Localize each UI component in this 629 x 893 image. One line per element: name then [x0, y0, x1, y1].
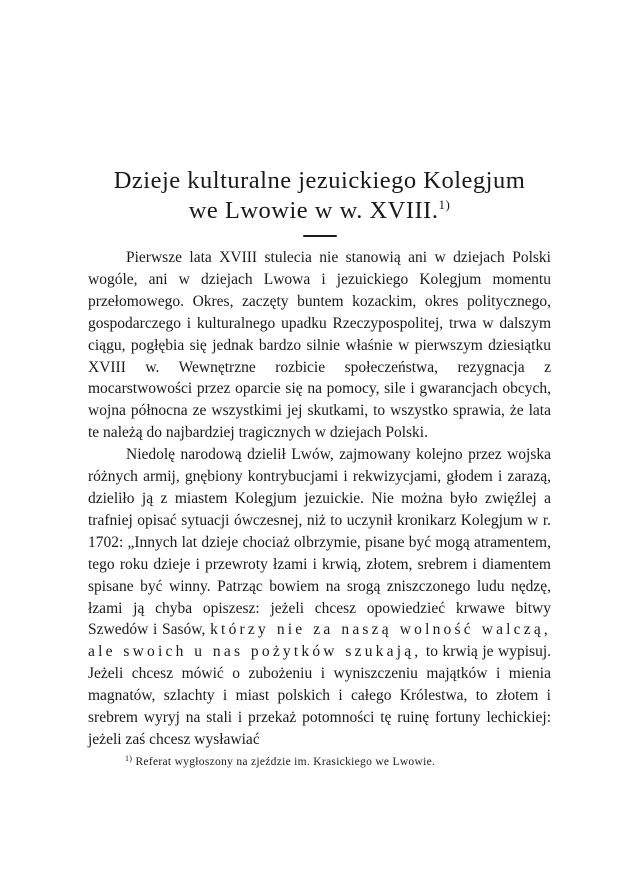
title-line-1: Dzieje kulturalne jezuickiego Kolegjum: [113, 167, 526, 194]
paragraph-1: Pierwsze lata XVIII stulecia nie stanowią ani w dziejach Polski wogóle, ani w dziejach Lwowa i jezuickiego Kolegjum momentu przełomowego. Okres, zaczęty buntem kozackim, okres politycznego, gospodarczego i kulturalnego upadku Rzeczypospolitej, trwa w dalszym ciągu, pogłębia się jednak bardzo silnie właśnie w pierwszym dziesiątku XVIII w. Wewnętrzne rozbicie społeczeństwa, rezygnacja z mocarstwowości przez oparcie się na pomocy, sile i gwarancjach obcych, wojna północna ze wszystkimi jej skutkami, to wszystko sprawia, że lata te należą do najbardziej tragicznych w dziejach Polski.: [88, 249, 551, 442]
article-title: [88, 166, 551, 226]
article-body: [88, 247, 551, 751]
footnote-text: Referat wygłoszony na zjeździe im. Krasickiego we Lwowie.: [135, 755, 436, 768]
title-line-2: we Lwowie w w. XVIII.: [188, 197, 439, 224]
title-divider: [303, 235, 337, 237]
footnote: [88, 755, 551, 769]
paragraph-2-text-b: to krwią je wypisuj. Jeżeli chcesz mówić o zubożeniu i wyniszczeniu majątków i mienia magnatów, szlachty i miast polskich i całego Królestwa, to złotem i srebrem wyryj na stali i przekaż potomności tę ruinę fortuny lechickiej: jeżeli zaś chcesz wysławiać: [88, 643, 552, 748]
paragraph-2-text-a: Niedolę narodową dzielił Lwów, zajmowany kolejno przez wojska różnych armij, gnębiony kontrybucjami i rekwizycjami, głodem i zarazą, dzieliło ją z miastem Kolegjum jezuickie. Nie można było zwięźlej a trafniej opisać sytuacji ówczesnej, niż to uczynił kronikarz Kolegjum w r. 1702: „Innych lat dzieje chociaż olbrzymie, pisane być mogą atramentem, tego roku dzieje i przewroty łzami i krwią, złotem, srebrem i diamentem spisane być winny. Patrząc bowiem na srogą zniszczonego ludu nędzę, łzami ją chyba opiszesz: jeżeli chcesz opowiedzieć krwawe bitwy Szwedów i Sasów,: [88, 446, 551, 639]
paragraph-2: [88, 444, 551, 751]
footnote-mark: 1): [125, 753, 133, 763]
title-footnote-marker[interactable]: 1): [438, 197, 451, 212]
paragraph-2-spaced-quote: którzy nie za naszą wolność walczą, ale swoich u nas pożytków szukają,: [88, 621, 552, 661]
document-page: [88, 166, 551, 769]
